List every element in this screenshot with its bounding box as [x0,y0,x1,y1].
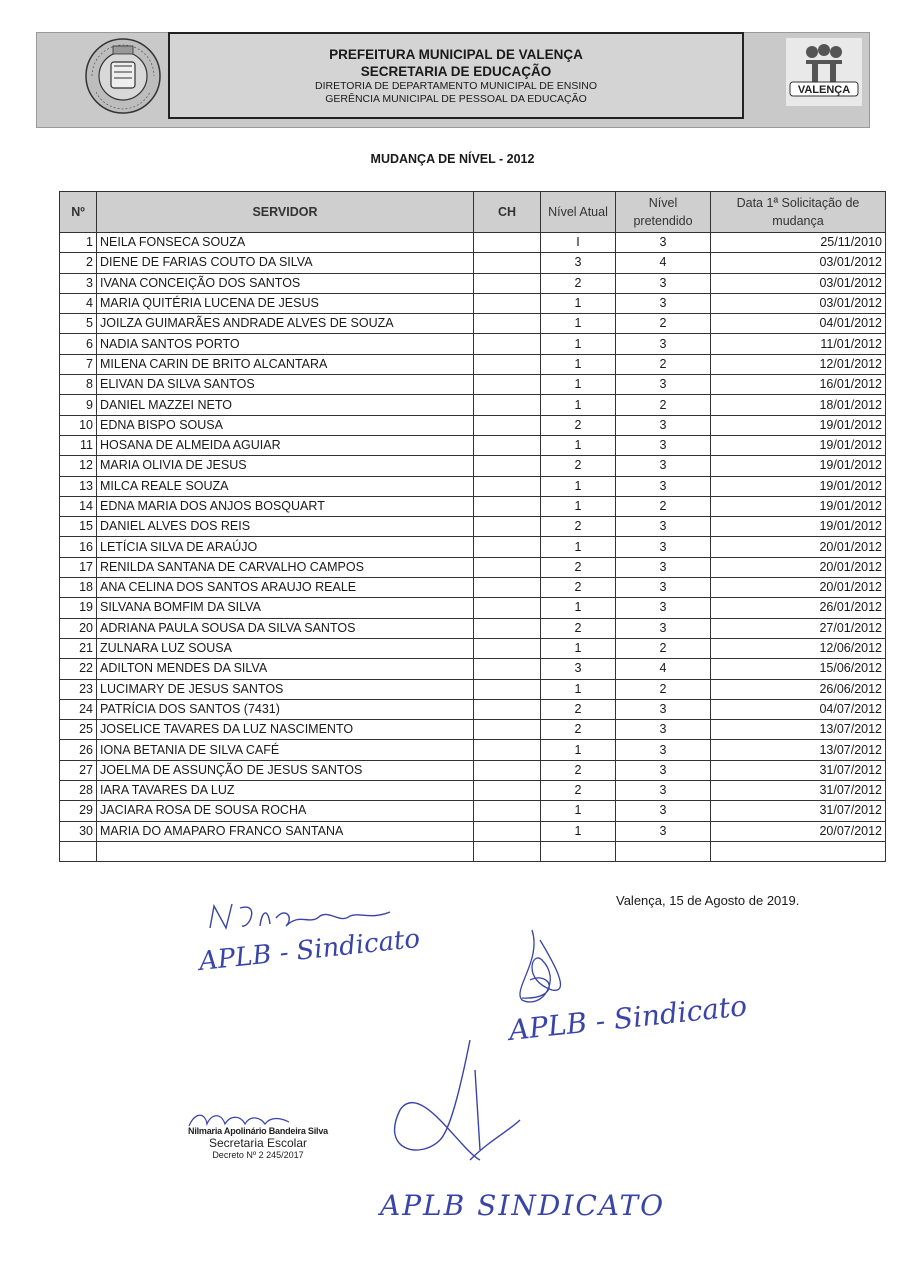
row-ch [474,517,541,537]
row-current-level: 1 [541,334,616,354]
row-date: 04/01/2012 [711,314,886,334]
row-number: 18 [60,578,97,598]
row-target-level: 3 [616,821,711,841]
table-row [60,821,886,841]
row-date: 16/01/2012 [711,375,886,395]
row-number: 16 [60,537,97,557]
table-row [60,618,886,638]
row-name: RENILDA SANTANA DE CARVALHO CAMPOS [97,557,474,577]
table-row [60,253,886,273]
table-row [60,456,886,476]
row-current-level: 1 [541,435,616,455]
table-row [60,679,886,699]
table-row [60,740,886,760]
row-number: 30 [60,821,97,841]
row-current-level: 2 [541,781,616,801]
row-target-level: 3 [616,293,711,313]
row-current-level: 1 [541,496,616,516]
row-current-level: 2 [541,618,616,638]
row-ch [474,476,541,496]
row-ch [474,679,541,699]
row-ch [474,496,541,516]
row-number: 5 [60,314,97,334]
table-row [60,273,886,293]
table-row [60,578,886,598]
row-target-level: 3 [616,456,711,476]
row-date: 26/01/2012 [711,598,886,618]
empty-cell [60,841,97,861]
row-number: 20 [60,618,97,638]
stamp-name: Nilmaria Apolinário Bandeira Silva [188,1126,328,1136]
row-ch [474,375,541,395]
row-name: DIENE DE FARIAS COUTO DA SILVA [97,253,474,273]
row-ch [474,740,541,760]
row-name: EDNA BISPO SOUSA [97,415,474,435]
row-current-level: 1 [541,314,616,334]
row-current-level: 1 [541,395,616,415]
table-row [60,557,886,577]
empty-cell [541,841,616,861]
row-name: JOILZA GUIMARÃES ANDRADE ALVES DE SOUZA [97,314,474,334]
row-name: SILVANA BOMFIM DA SILVA [97,598,474,618]
row-number: 27 [60,760,97,780]
row-number: 11 [60,435,97,455]
row-target-level: 3 [616,699,711,719]
table-row [60,395,886,415]
row-name: ELIVAN DA SILVA SANTOS [97,375,474,395]
row-target-level: 3 [616,537,711,557]
table-row [60,659,886,679]
document-title: MUDANÇA DE NÍVEL - 2012 [370,152,535,166]
table-row [60,435,886,455]
row-name: PATRÍCIA DOS SANTOS (7431) [97,699,474,719]
row-target-level: 2 [616,496,711,516]
table-row [60,314,886,334]
table-row [60,496,886,516]
row-date: 12/01/2012 [711,354,886,374]
row-current-level: I [541,233,616,253]
row-number: 29 [60,801,97,821]
row-date: 31/07/2012 [711,801,886,821]
row-current-level: 2 [541,517,616,537]
row-current-level: 2 [541,720,616,740]
row-current-level: 1 [541,293,616,313]
row-date: 19/01/2012 [711,496,886,516]
row-ch [474,760,541,780]
row-name: IARA TAVARES DA LUZ [97,781,474,801]
row-current-level: 1 [541,679,616,699]
row-name: JOELMA DE ASSUNÇÃO DE JESUS SANTOS [97,760,474,780]
empty-cell [616,841,711,861]
row-current-level: 2 [541,273,616,293]
row-target-level: 3 [616,618,711,638]
table-body [60,233,886,862]
row-ch [474,720,541,740]
row-target-level: 3 [616,233,711,253]
row-number: 23 [60,679,97,699]
row-number: 17 [60,557,97,577]
row-target-level: 2 [616,395,711,415]
table-row [60,517,886,537]
row-ch [474,395,541,415]
row-date: 19/01/2012 [711,415,886,435]
row-number: 6 [60,334,97,354]
col-header-ch: CH [474,192,541,233]
row-target-level: 3 [616,517,711,537]
empty-cell [711,841,886,861]
table-row [60,781,886,801]
row-current-level: 3 [541,253,616,273]
municipal-seal-icon [78,36,168,116]
row-number: 26 [60,740,97,760]
table-row [60,801,886,821]
row-name: MARIA OLIVIA DE JESUS [97,456,474,476]
stamp-role: Secretaria Escolar [208,1136,308,1150]
table-row [60,598,886,618]
row-date: 31/07/2012 [711,781,886,801]
table-row [60,415,886,435]
row-target-level: 3 [616,720,711,740]
row-date: 19/01/2012 [711,456,886,476]
row-target-level: 3 [616,435,711,455]
row-name: ZULNARA LUZ SOUSA [97,638,474,658]
row-date: 15/06/2012 [711,659,886,679]
place-date: Valença, 15 de Agosto de 2019. [616,893,800,908]
row-name: EDNA MARIA DOS ANJOS BOSQUART [97,496,474,516]
table-row-empty [60,841,886,861]
signature-1-text: APLB - Sindicato [197,923,422,977]
row-target-level: 4 [616,253,711,273]
row-ch [474,314,541,334]
row-ch [474,435,541,455]
header-line-prefeitura: PREFEITURA MUNICIPAL DE VALENÇA [329,46,583,62]
row-target-level: 3 [616,273,711,293]
row-current-level: 1 [541,801,616,821]
row-number: 9 [60,395,97,415]
table-header-row [60,192,886,233]
row-target-level: 2 [616,354,711,374]
col-header-target: Nível pretendido [616,192,711,233]
table-row [60,476,886,496]
row-name: HOSANA DE ALMEIDA AGUIAR [97,435,474,455]
table-row [60,699,886,719]
row-ch [474,638,541,658]
table-row [60,720,886,740]
row-ch [474,618,541,638]
row-number: 22 [60,659,97,679]
table-row [60,354,886,374]
row-name: DANIEL ALVES DOS REIS [97,517,474,537]
row-target-level: 4 [616,659,711,679]
row-name: ADILTON MENDES DA SILVA [97,659,474,679]
row-target-level: 3 [616,740,711,760]
table-row [60,638,886,658]
row-date: 31/07/2012 [711,760,886,780]
col-header-current: Nível Atual [541,192,616,233]
signature-3-text: APLB SINDICATO [380,1189,666,1222]
row-ch [474,354,541,374]
row-name: LETÍCIA SILVA DE ARAÚJO [97,537,474,557]
row-date: 03/01/2012 [711,293,886,313]
row-date: 20/01/2012 [711,557,886,577]
row-date: 20/01/2012 [711,578,886,598]
row-number: 21 [60,638,97,658]
row-target-level: 3 [616,760,711,780]
row-ch [474,598,541,618]
row-target-level: 2 [616,679,711,699]
row-ch [474,273,541,293]
row-ch [474,456,541,476]
row-number: 8 [60,375,97,395]
row-current-level: 1 [541,375,616,395]
row-date: 03/01/2012 [711,253,886,273]
empty-cell [97,841,474,861]
row-current-level: 2 [541,456,616,476]
row-target-level: 3 [616,375,711,395]
row-target-level: 3 [616,334,711,354]
row-current-level: 2 [541,578,616,598]
row-name: DANIEL MAZZEI NETO [97,395,474,415]
valenca-logo-icon [786,38,862,106]
row-target-level: 3 [616,578,711,598]
row-ch [474,659,541,679]
row-current-level: 1 [541,476,616,496]
signature-2-text: APLB - Sindicato [507,989,749,1047]
row-number: 28 [60,781,97,801]
table-row [60,375,886,395]
row-date: 20/07/2012 [711,821,886,841]
col-header-name: SERVIDOR [97,192,474,233]
row-date: 18/01/2012 [711,395,886,415]
row-current-level: 2 [541,557,616,577]
row-ch [474,557,541,577]
signature-3 [380,1030,666,1230]
row-ch [474,334,541,354]
row-date: 19/01/2012 [711,517,886,537]
row-target-level: 3 [616,476,711,496]
header-line-secretaria: SECRETARIA DE EDUCAÇÃO [360,63,552,79]
row-date: 25/11/2010 [711,233,886,253]
row-name: NADIA SANTOS PORTO [97,334,474,354]
header-title-box [168,32,744,119]
row-name: MILCA REALE SOUZA [97,476,474,496]
table-row [60,760,886,780]
row-current-level: 1 [541,354,616,374]
row-current-level: 1 [541,638,616,658]
row-ch [474,821,541,841]
stamp-decree: Decreto Nº 2 245/2017 [212,1150,304,1160]
row-number: 24 [60,699,97,719]
row-current-level: 1 [541,821,616,841]
row-current-level: 1 [541,740,616,760]
row-target-level: 2 [616,638,711,658]
row-date: 03/01/2012 [711,273,886,293]
header-line-gerencia: GERÊNCIA MUNICIPAL DE PESSOAL DA EDUCAÇÃO [325,92,587,105]
row-target-level: 2 [616,314,711,334]
row-date: 13/07/2012 [711,720,886,740]
row-target-level: 3 [616,557,711,577]
row-ch [474,801,541,821]
row-current-level: 1 [541,537,616,557]
row-date: 12/06/2012 [711,638,886,658]
row-name: IONA BETANIA DE SILVA CAFÉ [97,740,474,760]
col-header-num: Nº [60,192,97,233]
row-name: ANA CELINA DOS SANTOS ARAUJO REALE [97,578,474,598]
row-name: JACIARA ROSA DE SOUSA ROCHA [97,801,474,821]
row-date: 27/01/2012 [711,618,886,638]
row-date: 13/07/2012 [711,740,886,760]
row-name: JOSELICE TAVARES DA LUZ NASCIMENTO [97,720,474,740]
row-target-level: 3 [616,801,711,821]
row-current-level: 1 [541,598,616,618]
row-number: 2 [60,253,97,273]
row-number: 3 [60,273,97,293]
row-ch [474,537,541,557]
row-date: 19/01/2012 [711,476,886,496]
row-name: MARIA DO AMAPARO FRANCO SANTANA [97,821,474,841]
header-line-diretoria: DIRETORIA DE DEPARTAMENTO MUNICIPAL DE ENSINO [315,79,597,92]
row-target-level: 3 [616,781,711,801]
table-row [60,537,886,557]
row-current-level: 2 [541,760,616,780]
row-number: 19 [60,598,97,618]
row-ch [474,415,541,435]
row-number: 15 [60,517,97,537]
row-name: IVANA CONCEIÇÃO DOS SANTOS [97,273,474,293]
row-number: 25 [60,720,97,740]
signature-1 [190,898,420,988]
row-name: NEILA FONSECA SOUZA [97,233,474,253]
row-name: LUCIMARY DE JESUS SANTOS [97,679,474,699]
row-target-level: 3 [616,415,711,435]
row-current-level: 2 [541,699,616,719]
row-ch [474,253,541,273]
secretary-stamp [178,1126,338,1160]
row-number: 1 [60,233,97,253]
logo-text: VALENÇA [797,84,851,96]
row-ch [474,578,541,598]
row-number: 4 [60,293,97,313]
row-date: 26/06/2012 [711,679,886,699]
row-number: 10 [60,415,97,435]
table-row [60,334,886,354]
row-ch [474,293,541,313]
table-row [60,233,886,253]
row-ch [474,699,541,719]
row-ch [474,233,541,253]
col-header-date: Data 1ª Solicitação de mudança [711,192,886,233]
row-date: 20/01/2012 [711,537,886,557]
row-date: 11/01/2012 [711,334,886,354]
row-name: MILENA CARIN DE BRITO ALCANTARA [97,354,474,374]
table-row [60,293,886,313]
row-name: MARIA QUITÉRIA LUCENA DE JESUS [97,293,474,313]
row-ch [474,781,541,801]
employees-table [59,191,886,862]
row-date: 04/07/2012 [711,699,886,719]
row-current-level: 2 [541,415,616,435]
row-number: 13 [60,476,97,496]
row-number: 14 [60,496,97,516]
row-current-level: 3 [541,659,616,679]
row-number: 7 [60,354,97,374]
row-number: 12 [60,456,97,476]
row-target-level: 3 [616,598,711,618]
row-date: 19/01/2012 [711,435,886,455]
empty-cell [474,841,541,861]
row-name: ADRIANA PAULA SOUSA DA SILVA SANTOS [97,618,474,638]
